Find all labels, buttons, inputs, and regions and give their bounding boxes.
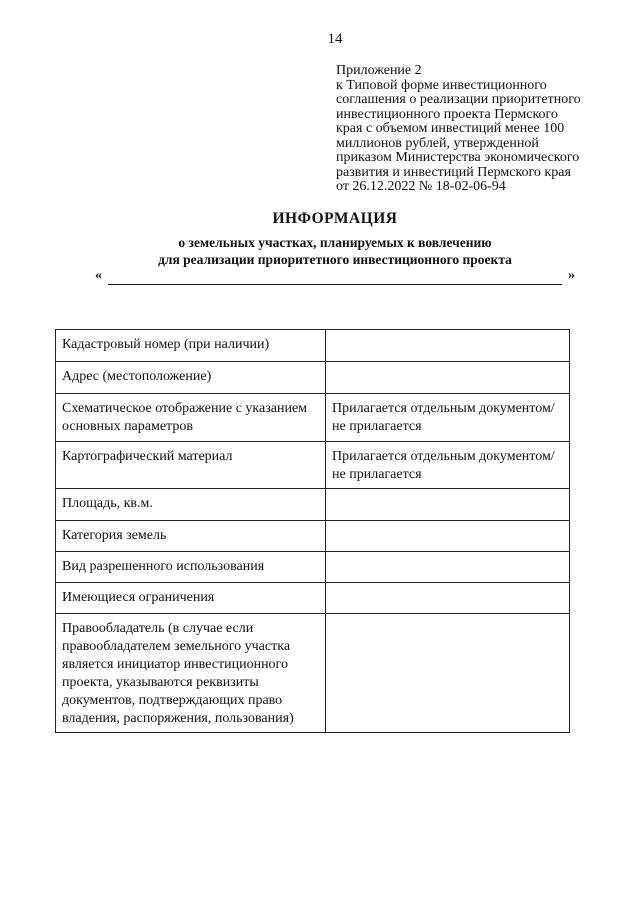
appendix-line: от 26.12.2022 № 18-02-06-94 [336, 179, 506, 194]
document-subtitle [0, 234, 640, 268]
appendix-line: инвестиционного проекта Пермского [336, 106, 558, 122]
row-value-right-holder [326, 614, 570, 733]
row-label-restrictions: Имеющиеся ограничения [56, 583, 326, 614]
row-value-restrictions [326, 583, 570, 614]
appendix-line: миллионов рублей, утвержденной [336, 135, 539, 151]
table-row [56, 583, 570, 614]
project-name-blank-line [108, 284, 562, 285]
subtitle-line-1: о земельных участках, планируемых к вовлечению [178, 235, 492, 250]
page-number: 14 [327, 31, 343, 47]
row-value-permitted-use [326, 552, 570, 583]
appendix-line: приказом Министерства экономического [336, 150, 580, 165]
land-plot-info-table [55, 329, 570, 733]
table-row [56, 442, 570, 489]
row-label-address: Адрес (местоположение) [56, 362, 326, 394]
row-label-schematic: Схематическое отображение с указанием основных параметров [56, 394, 326, 442]
row-label-cadastral-number: Кадастровый номер (при наличии) [56, 330, 326, 362]
quote-open: « [95, 268, 102, 283]
table-row [56, 362, 570, 394]
appendix-line: Приложение 2 [336, 63, 422, 78]
subtitle-line-2: для реализации приоритетного инвестиционного проекта [158, 252, 512, 267]
appendix-line: соглашения о реализации приоритетного [336, 92, 581, 107]
appendix-reference [336, 64, 626, 195]
row-value-land-category [326, 521, 570, 552]
project-name-field [95, 268, 575, 286]
quote-close: » [568, 268, 575, 283]
row-label-area: Площадь, кв.м. [56, 489, 326, 521]
row-value-address [326, 362, 570, 394]
row-value-area [326, 489, 570, 521]
table-row [56, 489, 570, 521]
table-row [56, 552, 570, 583]
document-title: ИНФОРМАЦИЯ [272, 210, 398, 227]
row-value-cartographic: Прилагается отдельным документом/не прилагается [326, 442, 570, 489]
appendix-line: развития и инвестиций Пермского края [336, 164, 571, 180]
table-row [56, 394, 570, 442]
table-row [56, 614, 570, 733]
appendix-line: края с объемом инвестиций менее 100 [336, 121, 565, 136]
appendix-line: к Типовой форме инвестиционного [336, 77, 547, 93]
row-value-schematic: Прилагается отдельным документом/не прилагается [326, 394, 570, 442]
row-label-right-holder: Правообладатель (в случае если правообладателем земельного участка является инициатор инвестиционного проекта, указываются реквизиты документов, подтверждающих право владения, распоряжения, пользования) [56, 614, 326, 733]
row-label-permitted-use: Вид разрешенного использования [56, 552, 326, 583]
row-label-cartographic: Картографический материал [56, 442, 326, 489]
table-row [56, 330, 570, 362]
row-label-land-category: Категория земель [56, 521, 326, 552]
table-row [56, 521, 570, 552]
row-value-cadastral-number [326, 330, 570, 362]
